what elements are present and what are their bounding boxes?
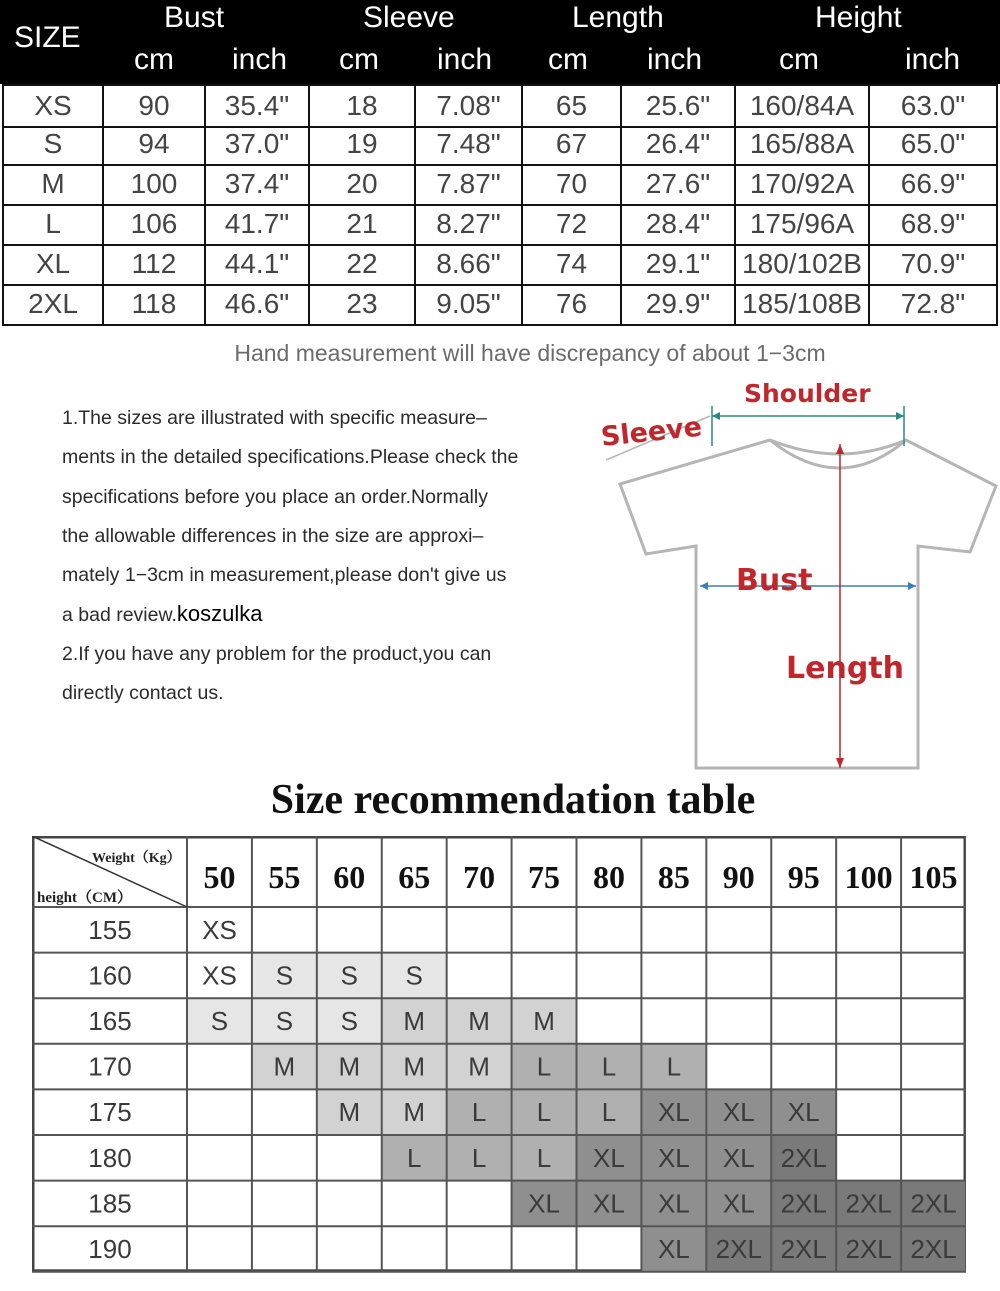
- weight-header: 105: [909, 859, 958, 895]
- recommended-size: XL: [787, 1097, 820, 1128]
- recommended-size: XL: [722, 1142, 755, 1173]
- recommended-size: M: [403, 1006, 426, 1036]
- measurement-cell: 70: [523, 164, 622, 204]
- height-label: 180: [88, 1142, 132, 1173]
- measurement-cell: 9.05": [416, 284, 523, 324]
- recommended-size: 2XL: [910, 1234, 957, 1264]
- unit-header: inch: [232, 43, 288, 76]
- measurement-cell: 41.7": [206, 204, 310, 244]
- recommended-size: M: [338, 1051, 361, 1082]
- note-line-text: a bad review.: [62, 604, 177, 627]
- weight-axis-label: Weight（Kg）: [92, 851, 181, 866]
- unit-header: cm: [134, 43, 174, 76]
- measurement-cell: 66.9": [870, 164, 998, 204]
- measurement-cell: 19: [310, 124, 416, 164]
- height-group-header: Height: [815, 1, 902, 34]
- size-row-2xl: [2, 284, 998, 326]
- tshirt-diagram-svg: [596, 376, 1000, 776]
- recommended-size: L: [601, 1051, 617, 1082]
- weight-header: 90: [722, 859, 755, 895]
- measurement-cell: 90: [104, 86, 206, 126]
- height-label: 185: [88, 1188, 132, 1219]
- measurement-cell: 29.9": [622, 284, 736, 324]
- recommended-size: XL: [722, 1188, 755, 1219]
- measurement-cell: 67: [523, 124, 622, 164]
- recommended-size: XL: [657, 1188, 690, 1219]
- recommendation-grid-svg: [32, 836, 966, 1276]
- note-line: 1.The sizes are illustrated with specific measure–: [62, 407, 487, 429]
- measurement-cell: 8.27": [416, 204, 523, 244]
- height-label: 155: [88, 914, 132, 945]
- weight-header: 55: [268, 859, 301, 895]
- unit-header: cm: [339, 43, 379, 76]
- measurement-cell: 37.4": [206, 164, 310, 204]
- measurement-cell: 22: [310, 244, 416, 284]
- note-line: mately 1−3cm in measurement,please don't give us: [62, 564, 507, 587]
- measurement-cell: 170/92A: [736, 164, 870, 204]
- bust-label: Bust: [736, 563, 813, 598]
- recommended-size: 2XL: [780, 1142, 827, 1173]
- measurement-cell: 7.87": [416, 164, 523, 204]
- measurement-cell: 76: [523, 284, 622, 324]
- height-label: 165: [88, 1006, 132, 1036]
- measurement-cell: 35.4": [206, 86, 310, 126]
- recommended-size: XL: [593, 1142, 625, 1173]
- measurement-cell: 100: [104, 164, 206, 204]
- measurement-cell: 118: [104, 284, 206, 324]
- size-row-xs: [2, 84, 998, 128]
- recommended-size: M: [468, 1051, 490, 1082]
- size-label-cell: 2XL: [2, 284, 104, 324]
- unit-header: cm: [779, 43, 819, 76]
- recommended-size: L: [471, 1097, 487, 1128]
- measurement-cell: 180/102B: [736, 244, 870, 284]
- measurement-cell: 25.6": [622, 86, 736, 126]
- height-label: 160: [88, 960, 132, 991]
- recommended-size: 2XL: [845, 1234, 892, 1264]
- measurement-cell: 74: [523, 244, 622, 284]
- brand-word: koszulka: [176, 601, 263, 627]
- size-label-cell: S: [2, 124, 104, 164]
- measurement-cell: 65.0": [870, 124, 998, 164]
- recommended-size: XL: [528, 1188, 560, 1219]
- recommended-size: S: [275, 960, 294, 991]
- size-label-cell: L: [2, 204, 104, 244]
- note-line: 2.If you have any problem for the product,you can: [62, 642, 492, 665]
- recommended-size: XL: [657, 1234, 690, 1264]
- recommended-size: 2XL: [715, 1234, 762, 1264]
- measurement-cell: 106: [104, 204, 206, 244]
- measurement-cell: 23: [310, 284, 416, 324]
- size-label-cell: M: [2, 164, 104, 204]
- size-column-header: SIZE: [14, 21, 81, 54]
- recommended-size: 2XL: [845, 1188, 892, 1219]
- unit-header: cm: [548, 43, 588, 76]
- measurement-cell: 72.8": [870, 284, 998, 324]
- weight-header: 60: [333, 859, 366, 895]
- weight-header: 95: [787, 859, 820, 895]
- recommended-size: XL: [657, 1097, 690, 1128]
- recommended-size: L: [536, 1051, 552, 1082]
- unit-header: inch: [437, 43, 493, 76]
- recommended-size: XS: [202, 960, 237, 991]
- measurement-cell: 72: [523, 204, 622, 244]
- unit-header: inch: [905, 43, 961, 76]
- recommended-size: S: [340, 960, 358, 991]
- size-row-xl: [2, 244, 998, 286]
- measurement-cell: 94: [104, 124, 206, 164]
- discrepancy-note: Hand measurement will have discrepancy of about 1−3cm: [234, 340, 826, 366]
- recommended-size: XS: [202, 914, 237, 945]
- measurement-cell: 37.0": [206, 124, 310, 164]
- measurement-cell: 18: [310, 86, 416, 126]
- recommended-size: M: [533, 1006, 555, 1036]
- measurement-cell: 29.1": [622, 244, 736, 284]
- size-chart-table: [2, 84, 998, 326]
- length-label: Length: [786, 651, 904, 686]
- measurement-cell: 65: [523, 86, 622, 126]
- note-line: ments in the detailed specifications.Please check the: [62, 446, 519, 469]
- recommended-size: XL: [657, 1142, 690, 1173]
- size-row-s: [2, 124, 998, 166]
- measurement-cell: 185/108B: [736, 284, 870, 324]
- height-label: 175: [88, 1097, 132, 1128]
- size-row-m: [2, 164, 998, 206]
- measurement-cell: 28.4": [622, 204, 736, 244]
- weight-header: 65: [398, 859, 431, 895]
- recommended-size: M: [273, 1051, 296, 1082]
- weight-header: 80: [592, 859, 625, 895]
- measurement-cell: 63.0": [870, 86, 998, 126]
- weight-header: 50: [203, 859, 236, 895]
- note-line: [62, 598, 602, 637]
- unit-header: inch: [647, 43, 703, 76]
- sleeve-label: Sleeve: [599, 411, 704, 453]
- weight-header: 75: [528, 859, 561, 895]
- recommended-size: M: [338, 1097, 361, 1128]
- tshirt-measurement-diagram: [596, 376, 1000, 776]
- height-label: 170: [88, 1051, 132, 1082]
- shoulder-label: Shoulder: [744, 379, 871, 408]
- measurement-cell: 27.6": [622, 164, 736, 204]
- recommended-size: 2XL: [780, 1188, 827, 1219]
- length-group-header: Length: [572, 1, 664, 34]
- bust-group-header: Bust: [164, 1, 225, 34]
- recommendation-title: Size recommendation table: [270, 777, 756, 823]
- measurement-cell: 44.1": [206, 244, 310, 284]
- weight-header: 70: [463, 859, 496, 895]
- measurement-cell: 26.4": [622, 124, 736, 164]
- recommended-size: 2XL: [910, 1188, 957, 1219]
- recommended-size: M: [403, 1051, 426, 1082]
- recommended-size: L: [666, 1051, 682, 1082]
- height-label: 190: [88, 1234, 132, 1264]
- measurement-cell: 20: [310, 164, 416, 204]
- recommended-size: 2XL: [780, 1234, 827, 1264]
- recommended-size: S: [340, 1006, 358, 1036]
- size-chart-header: [0, 0, 1000, 84]
- recommended-size: L: [601, 1097, 617, 1128]
- recommended-size: XL: [722, 1097, 755, 1128]
- measurement-cell: 7.08": [416, 86, 523, 126]
- recommended-size: L: [406, 1142, 422, 1173]
- measurement-cell: 68.9": [870, 204, 998, 244]
- measurement-cell: 70.9": [870, 244, 998, 284]
- height-axis-label: height（CM）: [37, 890, 132, 906]
- measurement-cell: 175/96A: [736, 204, 870, 244]
- size-notes: [62, 402, 602, 716]
- recommended-size: L: [536, 1097, 552, 1128]
- note-line: directly contact us.: [62, 682, 224, 705]
- tshirt-outline: [620, 440, 996, 768]
- weight-header: 85: [657, 859, 690, 895]
- recommended-size: L: [536, 1142, 552, 1173]
- size-label-cell: XL: [2, 244, 104, 284]
- measurement-cell: 112: [104, 244, 206, 284]
- measurement-cell: 7.48": [416, 124, 523, 164]
- note-line: specifications before you place an order.Normally: [62, 485, 488, 508]
- size-recommendation-table: [32, 836, 966, 1276]
- measurement-cell: 165/88A: [736, 124, 870, 164]
- sleeve-group-header: Sleeve: [363, 1, 455, 34]
- weight-header: 100: [844, 859, 893, 895]
- measurement-cell: 46.6": [206, 284, 310, 324]
- size-label-cell: XS: [2, 86, 104, 126]
- measurement-cell: 8.66": [416, 244, 523, 284]
- recommended-size: L: [471, 1142, 487, 1173]
- recommended-size: S: [210, 1006, 229, 1036]
- measurement-cell: 21: [310, 204, 416, 244]
- size-row-l: [2, 204, 998, 246]
- recommended-size: M: [468, 1006, 490, 1036]
- recommended-size: M: [403, 1097, 426, 1128]
- recommended-size: XL: [593, 1188, 625, 1219]
- note-line: the allowable differences in the size are approxi–: [62, 524, 484, 547]
- measurement-cell: 160/84A: [736, 86, 870, 126]
- recommended-size: S: [275, 1006, 294, 1036]
- recommended-size: S: [405, 960, 423, 991]
